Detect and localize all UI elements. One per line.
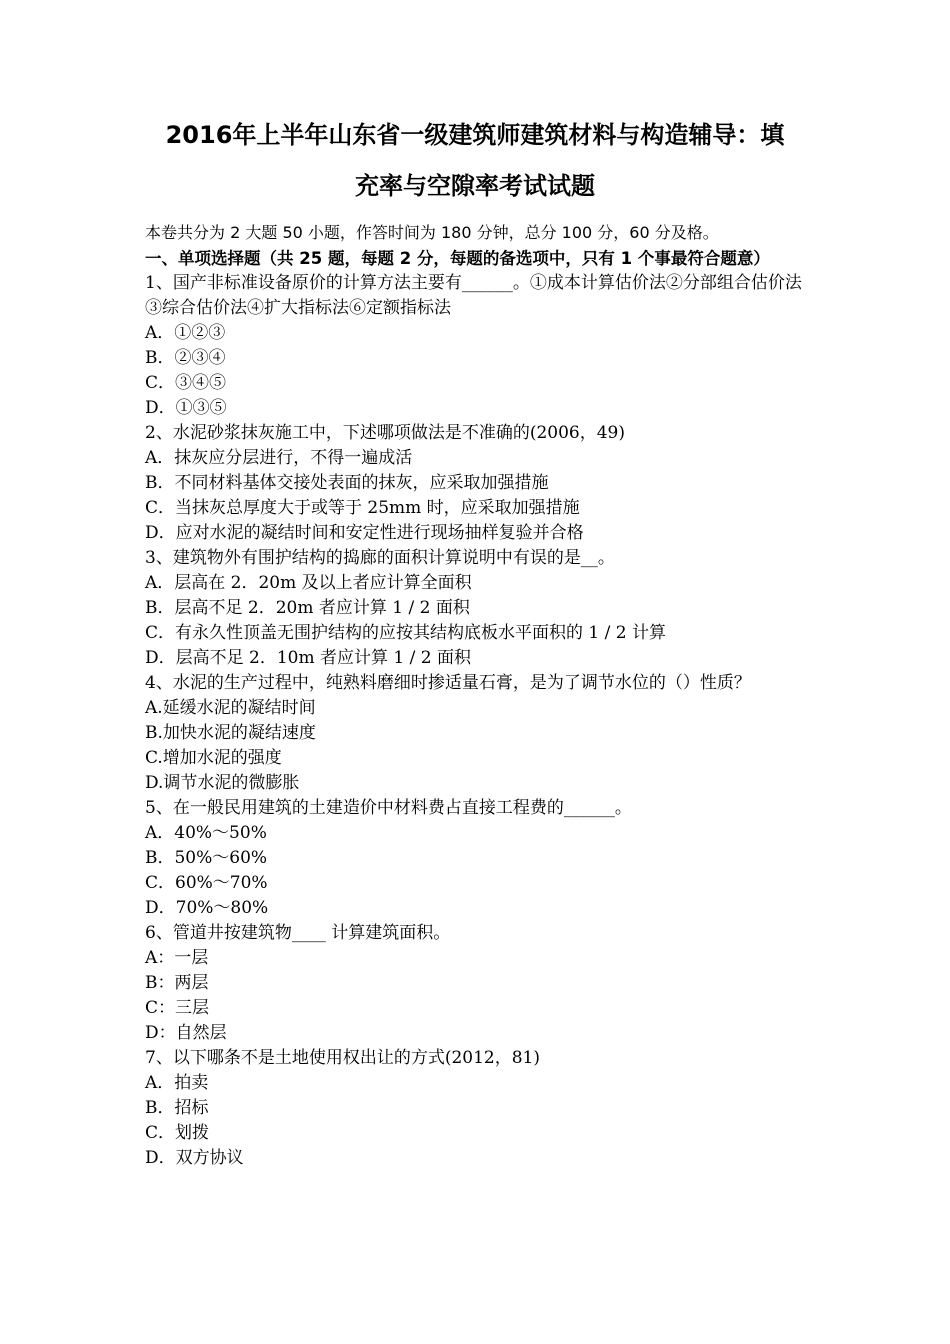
question-option: C．划拨	[145, 1123, 210, 1143]
exam-intro: 本卷共分为 2 大题 50 小题，作答时间为 180 分钟，总分 100 分，60 分及格。	[145, 223, 719, 242]
question	[145, 271, 815, 421]
question-option: D．应对水泥的凝结时间和安定性进行现场抽样复验并合格	[145, 523, 584, 543]
question-option: B．50%～60%	[145, 848, 268, 868]
question-option: B：两层	[145, 973, 209, 993]
question-option: C.增加水泥的强度	[145, 748, 282, 768]
document-body	[145, 221, 815, 1171]
document-title-line-2: 充率与空隙率考试试题	[355, 172, 595, 200]
question-option: D．70%～80%	[145, 898, 269, 918]
question-option: A：一层	[145, 948, 209, 968]
question-option: A．40%～50%	[145, 823, 267, 843]
question	[145, 921, 815, 1046]
question-option: D：自然层	[145, 1023, 227, 1043]
question-option: C．③④⑤	[145, 373, 227, 393]
question-stem: 1、国产非标准设备原价的计算方法主要有______。①成本计算估价法②分部组合估价法③综合估价法④扩大指标法⑥定额指标法	[145, 273, 802, 318]
question-option: D.调节水泥的微膨胀	[145, 773, 300, 793]
question-option: A．层高在 2．20m 及以上者应计算全面积	[145, 573, 472, 593]
question-option: A．拍卖	[145, 1073, 209, 1093]
question-option: C．60%～70%	[145, 873, 268, 893]
question	[145, 546, 815, 671]
question	[145, 796, 815, 921]
question-stem: 2、水泥砂浆抹灰施工中，下述哪项做法是不准确的(2006，49)	[145, 423, 625, 443]
question-stem: 7、以下哪条不是土地使用权出让的方式(2012，81)	[145, 1048, 540, 1068]
document-title-line-1: 2016年上半年山东省一级建筑师建筑材料与构造辅导：填	[165, 121, 785, 149]
question-stem: 5、在一般民用建筑的土建造价中材料费占直接工程费的______。	[145, 798, 632, 818]
question-option: D．①③⑤	[145, 398, 227, 418]
section-heading: 一、单项选择题（共 25 题，每题 2 分，每题的备选项中，只有 1 个事最符合题意）	[145, 249, 770, 268]
question-option: A.延缓水泥的凝结时间	[145, 698, 316, 718]
question-option: B．招标	[145, 1098, 209, 1118]
question-stem: 6、管道井按建筑物____ 计算建筑面积。	[145, 923, 451, 943]
question	[145, 671, 815, 796]
question	[145, 1046, 815, 1171]
question-option: B．②③④	[145, 348, 226, 368]
question-stem: 4、水泥的生产过程中，纯熟料磨细时掺适量石膏，是为了调节水位的（）性质？	[145, 673, 751, 693]
question-option: C：三层	[145, 998, 210, 1018]
question-option: C．当抹灰总厚度大于或等于 25mm 时，应采取加强措施	[145, 498, 580, 518]
question-option: B．不同材料基体交接处表面的抹灰，应采取加强措施	[145, 473, 549, 493]
question-option: C．有永久性顶盖无围护结构的应按其结构底板水平面积的 1 / 2 计算	[145, 623, 666, 643]
question-option: B．层高不足 2．20m 者应计算 1 / 2 面积	[145, 598, 470, 618]
question-option: A．抹灰应分层进行，不得一遍成活	[145, 448, 413, 468]
question-option: A．①②③	[145, 323, 226, 343]
question-option: D．层高不足 2．10m 者应计算 1 / 2 面积	[145, 648, 471, 668]
question	[145, 421, 815, 546]
question-stem: 3、建筑物外有围护结构的捣廊的面积计算说明中有误的是__。	[145, 548, 615, 568]
question-option: D．双方协议	[145, 1148, 244, 1168]
question-option: B.加快水泥的凝结速度	[145, 723, 316, 743]
